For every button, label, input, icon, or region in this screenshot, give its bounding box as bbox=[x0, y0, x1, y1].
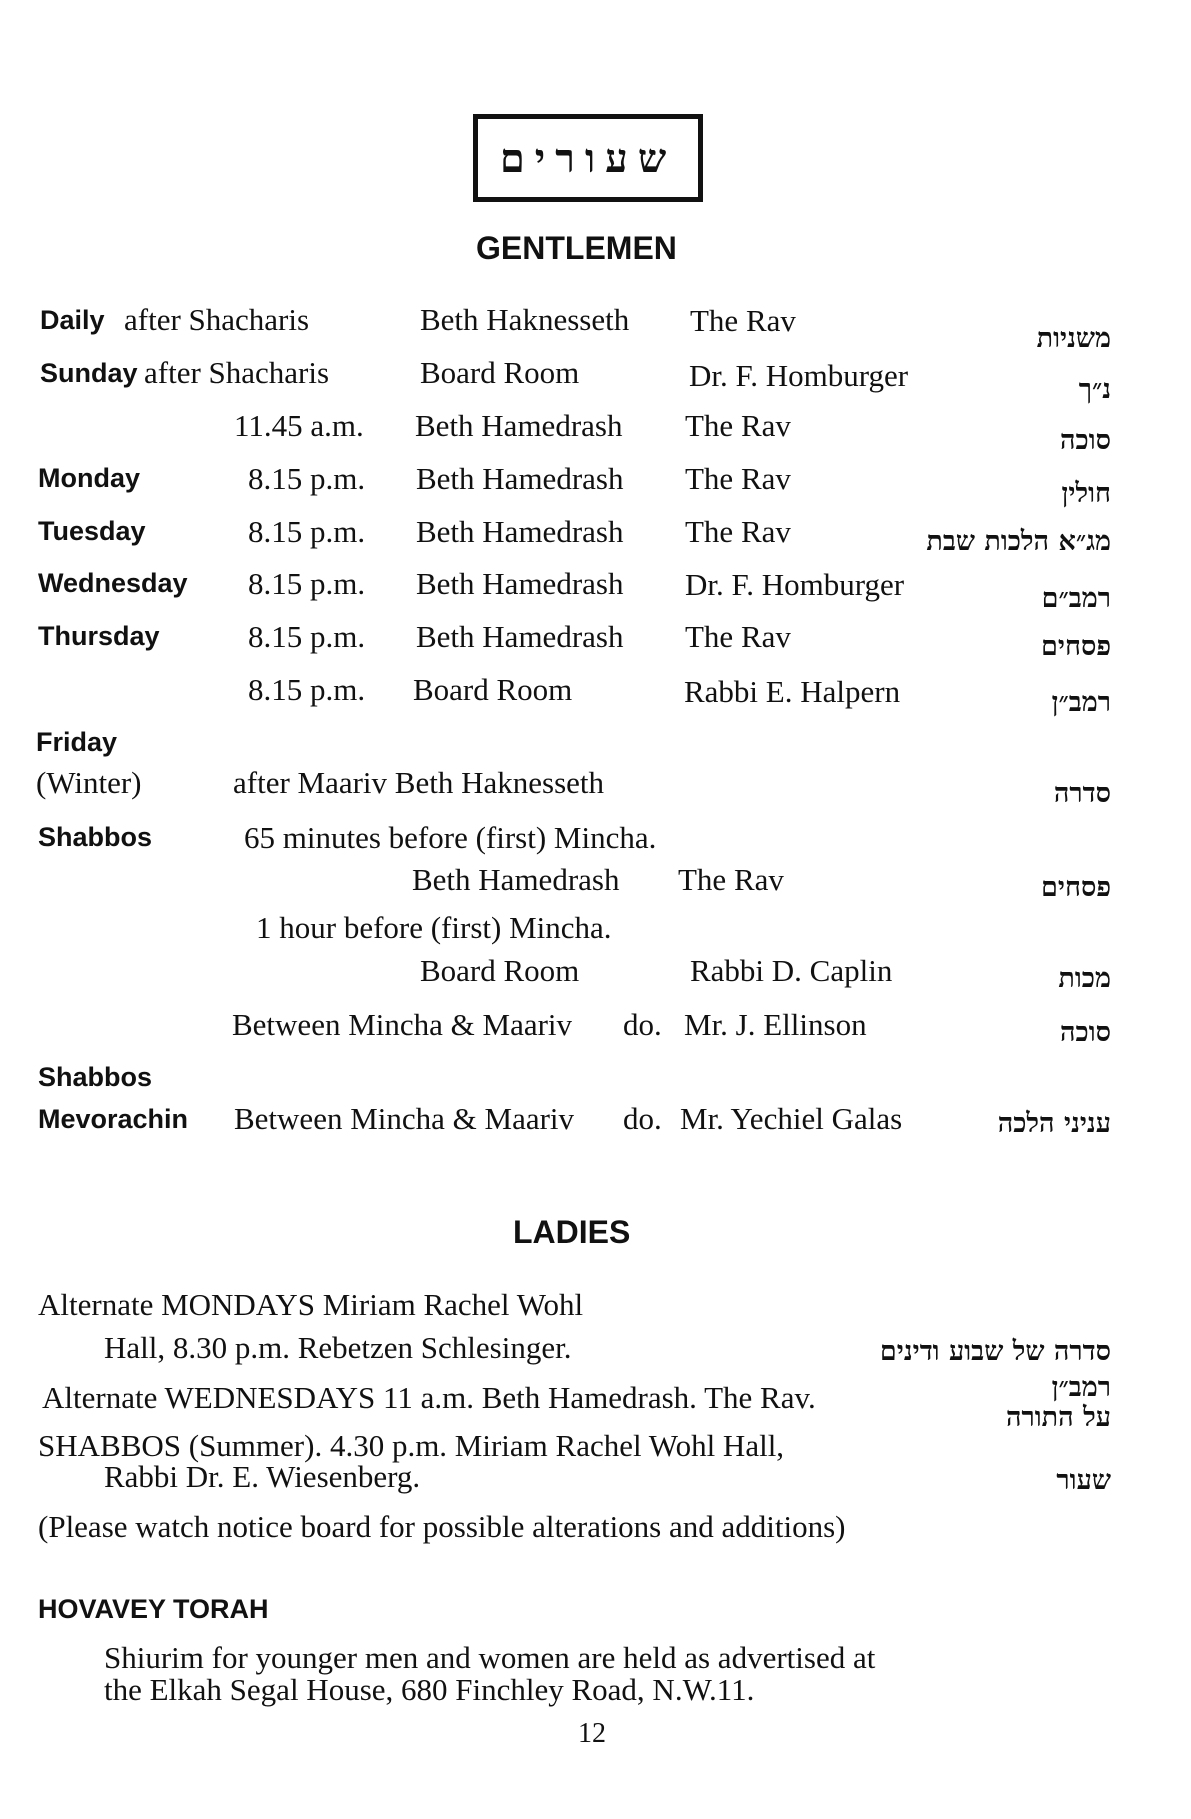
row-time: 8.15 p.m. bbox=[248, 514, 366, 549]
row-subject: רמב״ם bbox=[1041, 583, 1111, 614]
shabbos-line1: 65 minutes before (first) Mincha. bbox=[244, 820, 657, 855]
gentlemen-heading: GENTLEMEN bbox=[476, 230, 677, 266]
shabbos-teacher2: Rabbi D. Caplin bbox=[690, 953, 893, 988]
row-day: Tuesday bbox=[38, 516, 146, 546]
ladies-line4: SHABBOS (Summer). 4.30 p.m. Miriam Rachel Wohl Hall, bbox=[38, 1428, 785, 1463]
mevorachin-time: Between Mincha & Maariv bbox=[234, 1101, 575, 1136]
shabbos-teacher3: Mr. J. Ellinson bbox=[684, 1007, 867, 1042]
row-teacher: The Rav bbox=[685, 461, 791, 496]
mevorachin-day1: Shabbos bbox=[38, 1062, 153, 1092]
row-place: Beth Hamedrash bbox=[415, 408, 623, 443]
row-subject: משניות bbox=[1036, 323, 1111, 354]
row-teacher: Dr. F. Homburger bbox=[685, 567, 905, 602]
row-day: Sunday bbox=[40, 358, 138, 388]
row-time: 8.15 p.m. bbox=[248, 619, 366, 654]
row-day: Monday bbox=[38, 463, 141, 493]
ladies-line5: Rabbi Dr. E. Wiesenberg. bbox=[104, 1459, 421, 1494]
row-teacher: The Rav bbox=[685, 514, 791, 549]
friday-day: Friday bbox=[36, 727, 118, 757]
row-teacher: The Rav bbox=[685, 408, 791, 443]
row-day: Wednesday bbox=[38, 568, 188, 598]
hovavey-heading: HOVAVEY TORAH bbox=[38, 1594, 269, 1624]
row-time: 8.15 p.m. bbox=[248, 461, 366, 496]
ladies-notice: (Please watch notice board for possible alterations and additions) bbox=[38, 1509, 846, 1544]
row-day: Thursday bbox=[38, 621, 160, 651]
row-time: after Shacharis bbox=[144, 355, 330, 390]
friday-subject: סדרה bbox=[1053, 778, 1111, 809]
row-teacher: Rabbi E. Halpern bbox=[684, 674, 901, 709]
row-subject: מג״א הלכות שבת bbox=[926, 526, 1111, 557]
row-place: Beth Hamedrash bbox=[416, 619, 624, 654]
row-time: after Shacharis bbox=[124, 302, 310, 337]
mevorachin-teacher: Mr. Yechiel Galas bbox=[680, 1101, 903, 1136]
shabbos-line3: Between Mincha & Maariv bbox=[232, 1007, 573, 1042]
ladies-heading: LADIES bbox=[513, 1214, 631, 1250]
row-subject: רמב״ן bbox=[1051, 687, 1111, 718]
mevorachin-subject: עניני הלכה bbox=[997, 1108, 1111, 1139]
ladies-line2: Hall, 8.30 p.m. Rebetzen Schlesinger. bbox=[104, 1330, 572, 1365]
row-day: Daily bbox=[40, 305, 105, 335]
shabbos-place3: do. bbox=[623, 1007, 662, 1042]
shabbos-place2: Board Room bbox=[420, 953, 580, 988]
shabbos-line2: 1 hour before (first) Mincha. bbox=[256, 910, 612, 945]
shabbos-day: Shabbos bbox=[38, 822, 153, 852]
ladies-heb2b: על התורה bbox=[1005, 1402, 1111, 1433]
row-time: 8.15 p.m. bbox=[248, 672, 366, 707]
row-subject: סוכה bbox=[1060, 425, 1111, 456]
title-hebrew: שעורים bbox=[499, 134, 677, 182]
row-place: Beth Haknesseth bbox=[420, 302, 630, 337]
row-place: Board Room bbox=[413, 672, 573, 707]
mevorachin-day2: Mevorachin bbox=[38, 1104, 189, 1134]
shabbos-subject1: פסחים bbox=[1041, 872, 1111, 903]
row-subject: נ״ך bbox=[1078, 374, 1111, 405]
shabbos-subject3: סוכה bbox=[1060, 1017, 1111, 1048]
ladies-heb3: שעור bbox=[1056, 1465, 1111, 1496]
row-place: Board Room bbox=[420, 355, 580, 390]
mevorachin-place: do. bbox=[623, 1101, 662, 1136]
row-place: Beth Hamedrash bbox=[416, 566, 624, 601]
shabbos-teacher1: The Rav bbox=[678, 862, 784, 897]
row-teacher: The Rav bbox=[690, 303, 796, 338]
row-subject: פסחים bbox=[1041, 631, 1111, 662]
ladies-line3: Alternate WEDNESDAYS 11 a.m. Beth Hamedrash. The Rav. bbox=[42, 1380, 816, 1415]
row-time: 11.45 a.m. bbox=[234, 408, 364, 443]
friday-season: (Winter) bbox=[36, 765, 142, 800]
shabbos-subject2: מכות bbox=[1058, 963, 1111, 994]
row-place: Beth Hamedrash bbox=[416, 461, 624, 496]
ladies-line1: Alternate MONDAYS Miriam Rachel Wohl bbox=[38, 1287, 584, 1322]
friday-text: after Maariv Beth Haknesseth bbox=[233, 765, 605, 800]
hovavey-line2: the Elkah Segal House, 680 Finchley Road, N.W.11. bbox=[104, 1672, 755, 1707]
title-box bbox=[473, 114, 703, 202]
hovavey-line1: Shiurim for younger men and women are held as advertised at bbox=[104, 1640, 876, 1675]
row-place: Beth Hamedrash bbox=[416, 514, 624, 549]
row-subject: חולין bbox=[1061, 478, 1111, 509]
row-teacher: The Rav bbox=[685, 619, 791, 654]
row-teacher: Dr. F. Homburger bbox=[689, 358, 909, 393]
page-number: 12 bbox=[578, 1718, 606, 1749]
shabbos-place1: Beth Hamedrash bbox=[412, 862, 620, 897]
row-time: 8.15 p.m. bbox=[248, 566, 366, 601]
ladies-heb1: סדרה של שבוע ודינים bbox=[879, 1336, 1111, 1367]
ladies-heb2a: רמב״ן bbox=[1051, 1372, 1111, 1403]
